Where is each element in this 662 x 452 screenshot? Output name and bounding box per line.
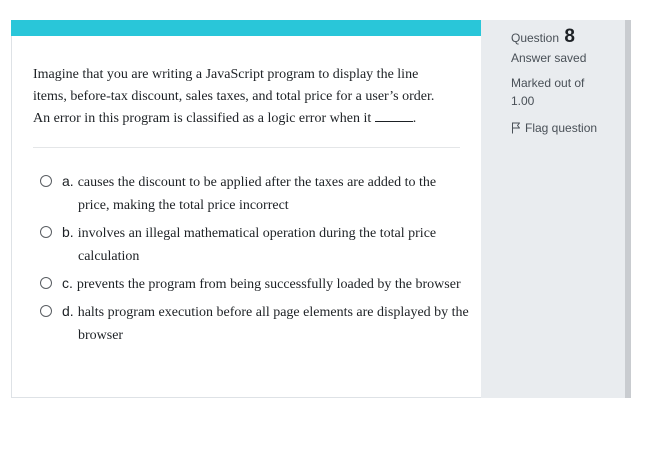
answer-options (40, 171, 470, 352)
option-b-radio[interactable] (40, 226, 52, 238)
question-info-panel (481, 20, 625, 398)
option-text: involves an illegal mathematical operation during the total price calculation (77, 226, 437, 264)
answer-state: Answer saved (511, 51, 587, 65)
question-card (11, 20, 481, 398)
option-b-label[interactable] (62, 222, 470, 268)
question-number-line (511, 26, 625, 49)
option-d[interactable] (40, 301, 470, 347)
option-c-radio[interactable] (40, 277, 52, 289)
grade-value: 1.00 (511, 94, 535, 108)
divider (33, 147, 460, 148)
option-c[interactable] (40, 273, 470, 296)
option-b[interactable] (40, 222, 470, 268)
question-text (33, 64, 473, 130)
question-accent-bar (11, 20, 482, 36)
question-line-3-end: . (412, 111, 417, 126)
option-text: halts program execution before all page elements are displayed by the browser (77, 305, 469, 343)
option-text: prevents the program from being successfully loaded by the browser (76, 277, 461, 292)
option-letter: d. (62, 303, 74, 319)
question-line-1: Imagine that you are writing a JavaScript program to display the line (33, 67, 419, 82)
option-letter: a. (62, 173, 74, 189)
option-a-label[interactable] (62, 171, 470, 217)
question-number: 8 (564, 26, 575, 47)
option-letter: c. (62, 275, 73, 291)
option-d-label[interactable] (62, 301, 470, 347)
flag-question-link[interactable] (511, 121, 625, 135)
grade-info (511, 74, 625, 110)
option-c-label[interactable] (62, 273, 470, 296)
flag-icon[interactable] (511, 122, 521, 134)
option-letter: b. (62, 224, 74, 240)
question-line-2: items, before-tax discount, sales taxes, and total price for a user’s order. (33, 89, 435, 104)
flag-question-label[interactable]: Flag question (525, 121, 598, 135)
option-text: causes the discount to be applied after the taxes are added to the price, making the total price incorrect (77, 175, 437, 213)
option-a-radio[interactable] (40, 175, 52, 187)
option-d-radio[interactable] (40, 305, 52, 317)
answer-blank (375, 109, 413, 122)
option-a[interactable] (40, 171, 470, 217)
question-line-3: An error in this program is classified as a logic error when it (33, 111, 375, 126)
question-prefix: Question (511, 31, 560, 45)
grade-label: Marked out of (511, 76, 585, 90)
panel-edge (625, 20, 631, 398)
